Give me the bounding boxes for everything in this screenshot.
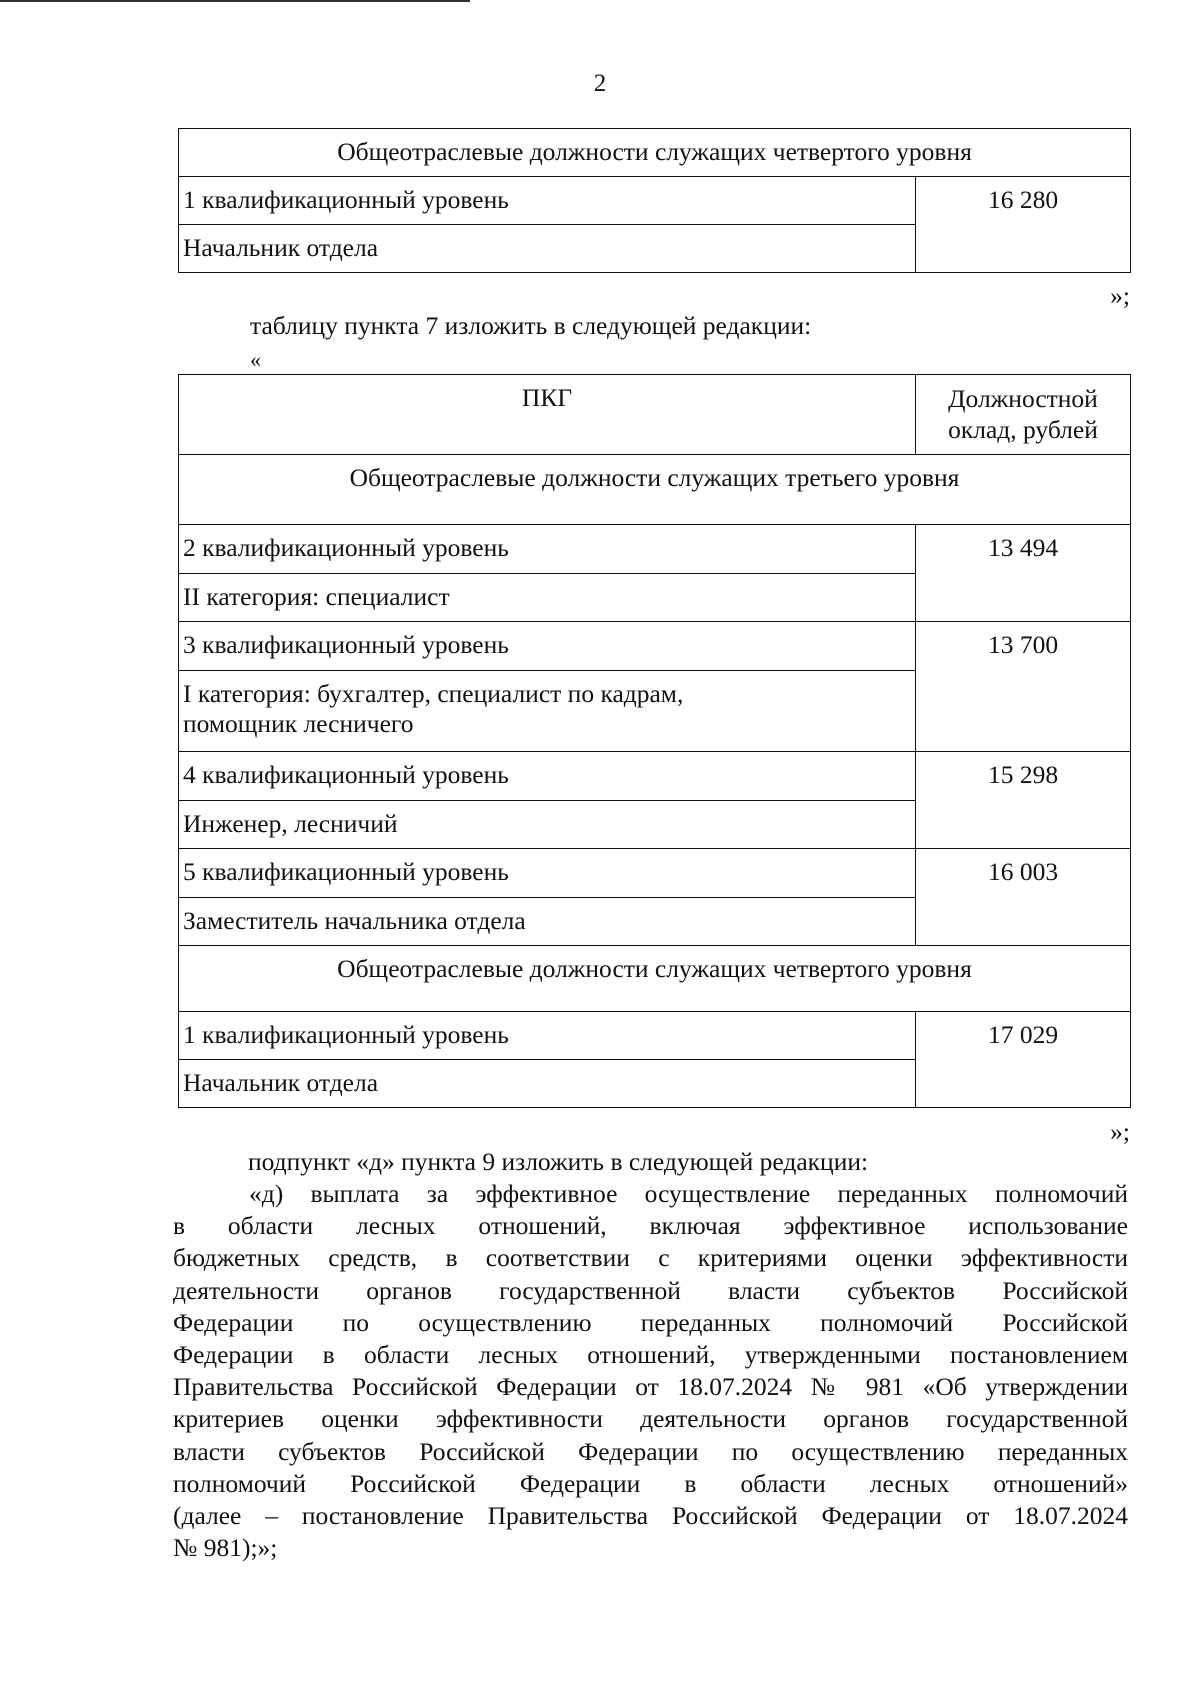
row4-salary: 16 003 bbox=[916, 849, 1131, 946]
row3-level: 4 квалификационный уровень bbox=[179, 752, 916, 801]
paragraph-line: Федерации по осуществлению переданных полномочий Российской bbox=[173, 1307, 1128, 1337]
row4-position: Заместитель начальника отдела bbox=[179, 898, 916, 946]
row2-position-line1: I категория: бухгалтер, специалист по кадрам, bbox=[183, 679, 684, 708]
closing-quote-2: »; bbox=[1110, 1117, 1130, 1146]
closing-quote-1: »; bbox=[1110, 281, 1130, 310]
intro-item-7: таблицу пункта 7 изложить в следующей редакции: bbox=[250, 311, 812, 340]
table1-level: 1 квалификационный уровень bbox=[179, 177, 916, 225]
row2-position bbox=[179, 671, 916, 752]
page-number: 2 bbox=[593, 70, 607, 97]
intro-item-9: подпункт «д» пункта 9 изложить в следующей редакции: bbox=[248, 1147, 869, 1176]
row1-level: 2 квалификационный уровень bbox=[179, 525, 916, 574]
row5-level: 1 квалификационный уровень bbox=[179, 1012, 916, 1060]
row5-position: Начальник отдела bbox=[179, 1060, 916, 1108]
table1-salary: 16 280 bbox=[916, 177, 1131, 273]
table-item-7 bbox=[178, 374, 1131, 1108]
column-header-salary-line1: Должностной bbox=[948, 384, 1098, 413]
row2-position-line2: помощник лесничего bbox=[183, 709, 414, 738]
table1-header: Общеотраслевые должности служащих четвертого уровня bbox=[179, 129, 1131, 177]
table-fourth-level-old bbox=[178, 128, 1131, 273]
paragraph-line: в области лесных отношений, включая эффективное использование bbox=[173, 1211, 1128, 1241]
row3-salary: 15 298 bbox=[916, 752, 1131, 849]
paragraph-line: власти субъектов Российской Федерации по осуществлению переданных bbox=[173, 1436, 1128, 1466]
row2-salary: 13 700 bbox=[916, 622, 1131, 752]
group-header-third-level: Общеотраслевые должности служащих третьего уровня bbox=[179, 455, 1131, 525]
table1-position: Начальник отдела bbox=[179, 225, 916, 273]
paragraph-d bbox=[173, 1178, 1128, 1564]
paragraph-line: бюджетных средств, в соответствии с критериями оценки эффективности bbox=[173, 1243, 1128, 1273]
row2-level: 3 квалификационный уровень bbox=[179, 622, 916, 671]
paragraph-line: «д) выплата за эффективное осуществление переданных полномочий bbox=[249, 1179, 1128, 1208]
paragraph-line: Федерации в области лесных отношений, утвержденными постановлением bbox=[173, 1340, 1128, 1370]
row5-salary: 17 029 bbox=[916, 1012, 1131, 1108]
row3-position: Инженер, лесничий bbox=[179, 801, 916, 849]
column-header-salary-line2: оклад, рублей bbox=[948, 415, 1098, 444]
paragraph-line: Правительства Российской Федерации от 18.07.2024 № 981 «Об утверждении bbox=[173, 1372, 1128, 1402]
opening-quote: « bbox=[250, 347, 261, 372]
column-header-salary bbox=[916, 375, 1131, 455]
paragraph-line: № 981);»; bbox=[173, 1533, 278, 1563]
paragraph-line: (далее – постановление Правительства Российской Федерации от 18.07.2024 bbox=[173, 1501, 1128, 1531]
paragraph-line: деятельности органов государственной власти субъектов Российской bbox=[173, 1275, 1128, 1305]
row1-salary: 13 494 bbox=[916, 525, 1131, 622]
row1-position: II категория: специалист bbox=[179, 574, 916, 622]
paragraph-line: полномочий Российской Федерации в области лесных отношений» bbox=[173, 1468, 1128, 1498]
scan-artifact-line bbox=[0, 0, 470, 2]
column-header-pkg: ПКГ bbox=[179, 375, 916, 455]
row4-level: 5 квалификационный уровень bbox=[179, 849, 916, 898]
paragraph-line: критериев оценки эффективности деятельности органов государственной bbox=[173, 1404, 1128, 1434]
group-header-fourth-level: Общеотраслевые должности служащих четвертого уровня bbox=[179, 946, 1131, 1012]
